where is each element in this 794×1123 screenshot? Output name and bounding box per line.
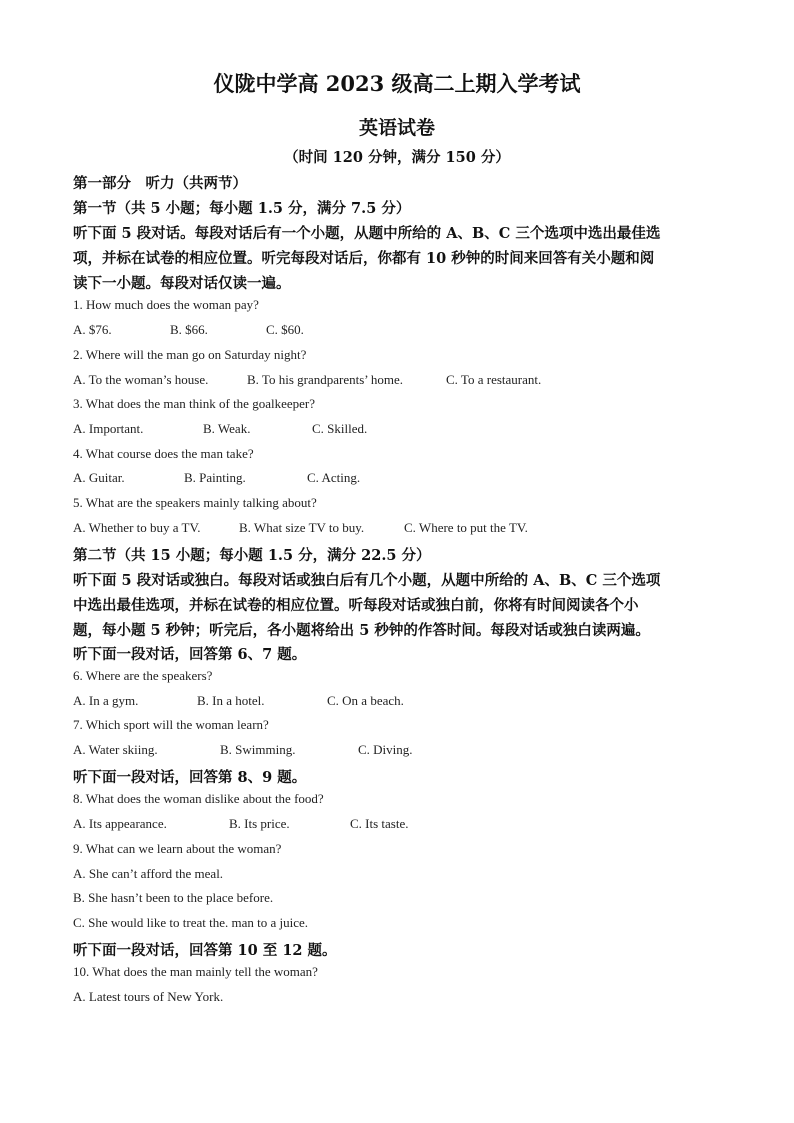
option: B. She hasn’t been to the place before. bbox=[73, 890, 274, 905]
option: C. She would like to treat the. man to a juice. bbox=[73, 915, 309, 930]
group-heading: 听下面一段对话，回答第 8、9 题。 bbox=[73, 769, 307, 786]
option: B. Painting. bbox=[184, 470, 246, 485]
option: C. Acting. bbox=[307, 470, 361, 485]
instruction-line: 项，并标在试卷的相应位置。听完每段对话后，你都有 10 秒钟的时间来回答有关小题和阅 bbox=[73, 250, 655, 267]
option: A. Guitar. bbox=[73, 470, 125, 485]
option: A. To the woman’s house. bbox=[73, 372, 209, 387]
option: B. To his grandparents’ home. bbox=[247, 372, 404, 387]
option: A. Latest tours of New York. bbox=[73, 989, 224, 1004]
option: C. On a beach. bbox=[327, 693, 404, 708]
option: B. Its price. bbox=[229, 816, 290, 831]
instruction-line: 题，每小题 5 秒钟；听完后，各小题将给出 5 秒钟的作答时间。每段对话或独白读两遍。 bbox=[73, 622, 650, 639]
option: B. What size TV to buy. bbox=[239, 520, 365, 535]
part1-heading: 第一部分 听力（共两节） bbox=[73, 175, 247, 192]
option: C. Where to put the TV. bbox=[404, 520, 528, 535]
question-text: 3. What does the man think of the goalkeeper? bbox=[73, 396, 315, 411]
option: A. Whether to buy a TV. bbox=[73, 520, 201, 535]
question-text: 7. Which sport will the woman learn? bbox=[73, 717, 269, 732]
subject-title: 英语试卷 bbox=[358, 117, 435, 139]
question-text: 8. What does the woman dislike about the food? bbox=[73, 791, 324, 806]
option: B. $66. bbox=[170, 322, 208, 337]
option: B. Swimming. bbox=[220, 742, 296, 757]
instruction-line: 中选出最佳选项，并标在试卷的相应位置。听每段对话或独白前，你将有时间阅读各个小 bbox=[73, 597, 639, 614]
question-text: 1. How much does the woman pay? bbox=[73, 297, 259, 312]
option: C. Skilled. bbox=[312, 421, 368, 436]
option: C. Diving. bbox=[358, 742, 413, 757]
option: C. $60. bbox=[266, 322, 304, 337]
instruction-line: 听下面 5 段对话或独白。每段对话或独白后有几个小题，从题中所给的 A、B、C 三个选项 bbox=[73, 572, 661, 589]
instruction-line: 听下面 5 段对话。每段对话后有一个小题，从题中所给的 A、B、C 三个选项中选出最佳选 bbox=[73, 225, 661, 242]
question-text: 5. What are the speakers mainly talking about? bbox=[73, 495, 317, 510]
option: A. Its appearance. bbox=[73, 816, 167, 831]
option: A. In a gym. bbox=[73, 693, 139, 708]
time-note: （时间 120 分钟，满分 150 分） bbox=[284, 149, 510, 166]
group-heading: 听下面一段对话，回答第 10 至 12 题。 bbox=[73, 942, 337, 959]
exam-title: 仪陇中学高 2023 级高二上期入学考试 bbox=[213, 71, 581, 96]
instruction-line: 读下一小题。每段对话仅读一遍。 bbox=[73, 275, 291, 292]
question-text: 6. Where are the speakers? bbox=[73, 668, 213, 683]
section1-heading: 第一节（共 5 小题；每小题 1.5 分，满分 7.5 分） bbox=[73, 200, 411, 217]
question-text: 2. Where will the man go on Saturday night? bbox=[73, 347, 307, 362]
question-text: 10. What does the man mainly tell the woman? bbox=[73, 964, 318, 979]
option: C. To a restaurant. bbox=[446, 372, 542, 387]
option: A. Important. bbox=[73, 421, 144, 436]
option: A. She can’t afford the meal. bbox=[73, 866, 224, 881]
section2-heading: 第二节（共 15 小题；每小题 1.5 分，满分 22.5 分） bbox=[73, 547, 431, 564]
group-heading: 听下面一段对话，回答第 6、7 题。 bbox=[73, 646, 307, 663]
option: A. $76. bbox=[73, 322, 112, 337]
question-text: 4. What course does the man take? bbox=[73, 446, 254, 461]
question-text: 9. What can we learn about the woman? bbox=[73, 841, 282, 856]
option: C. Its taste. bbox=[350, 816, 409, 831]
option: A. Water skiing. bbox=[73, 742, 158, 757]
option: B. Weak. bbox=[203, 421, 251, 436]
option: B. In a hotel. bbox=[197, 693, 265, 708]
